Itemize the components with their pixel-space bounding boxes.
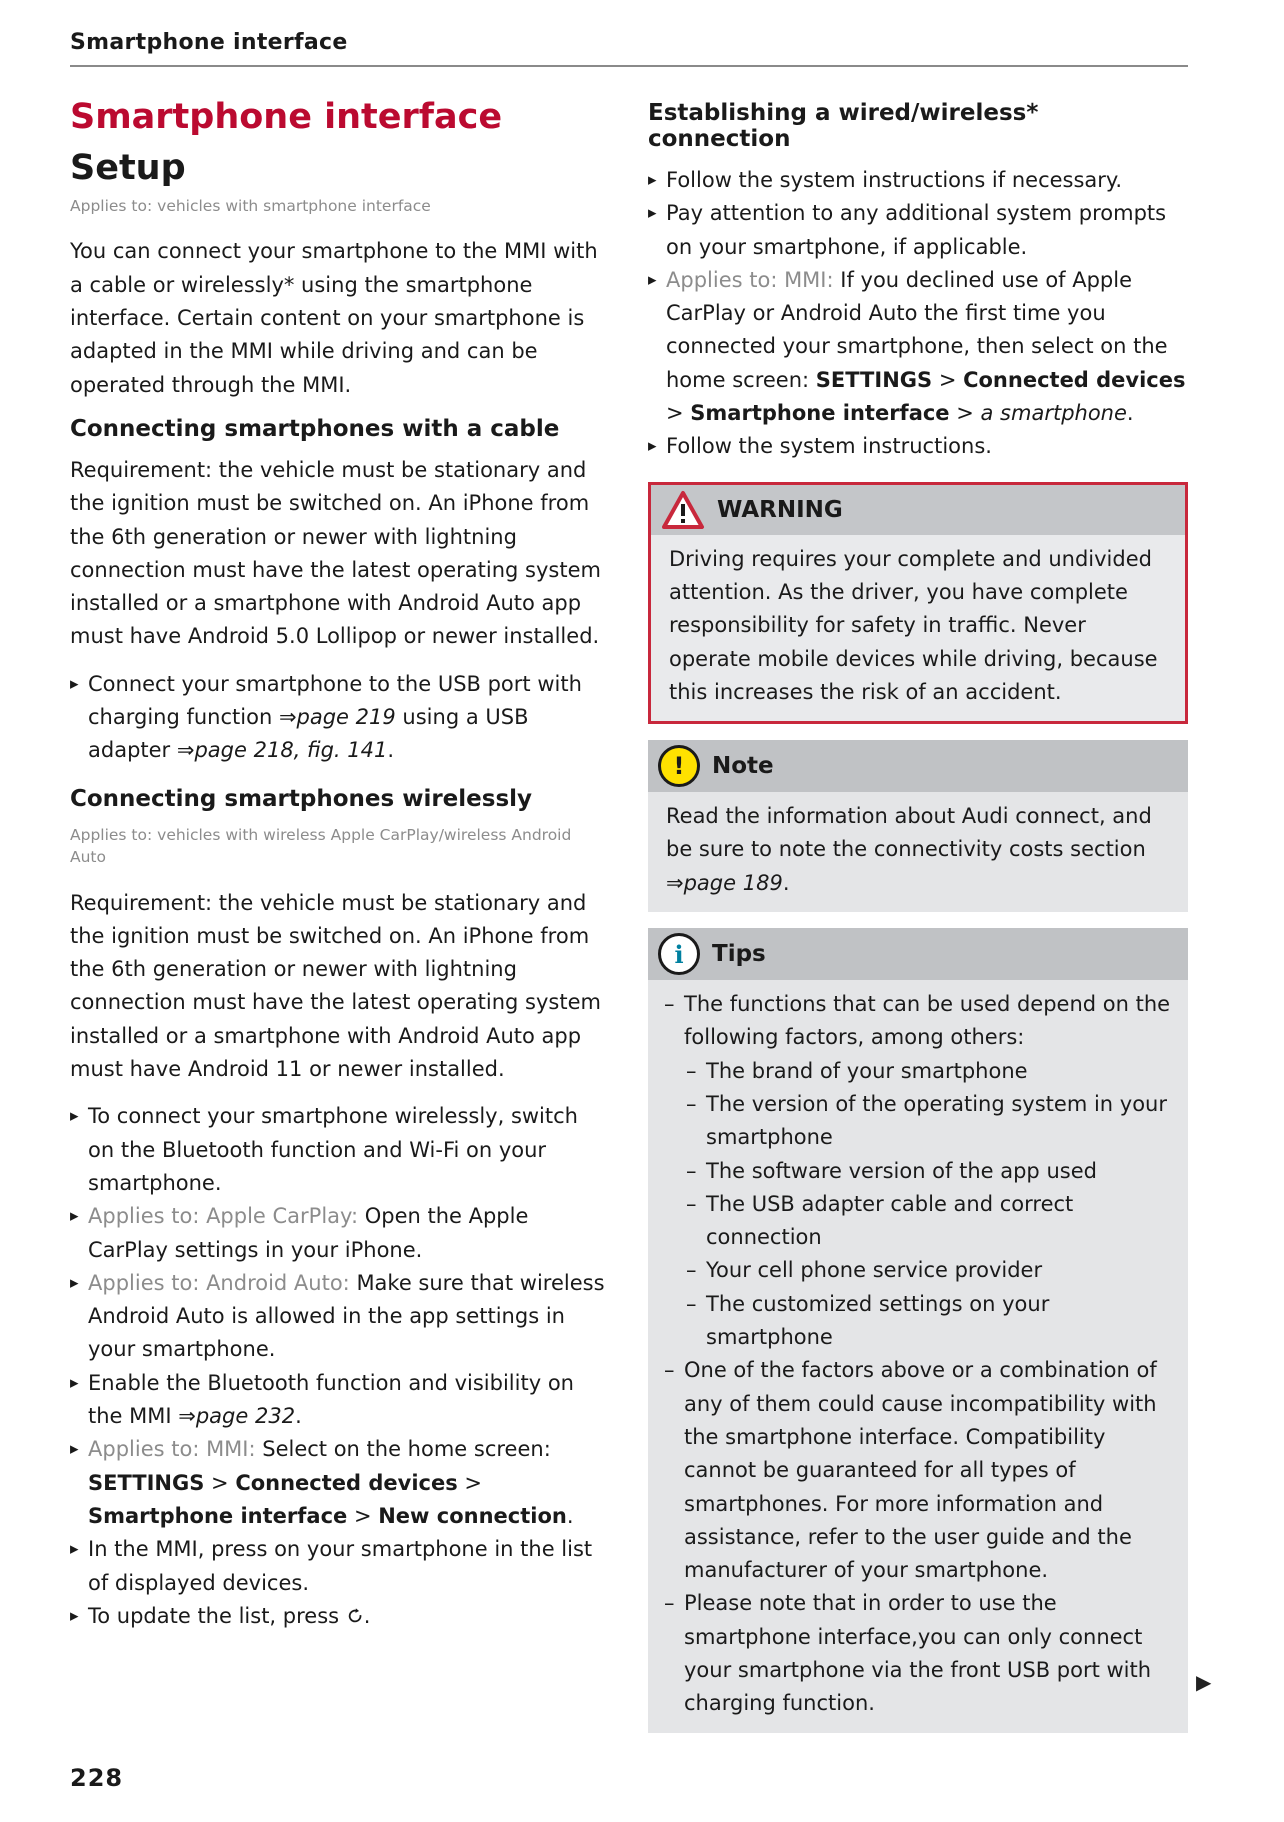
chapter-title: Smartphone interface <box>70 97 503 137</box>
wireless-step: ▸ Applies to: Apple CarPlay: Open the Apple CarPlay settings in your iPhone. <box>70 1200 608 1267</box>
section-title: Setup <box>70 147 186 188</box>
wireless-requirement: Requirement: the vehicle must be stationary and the ignition must be switched on. An iPhone from the 6th generation or newer with lightning connection must have the latest operating system installed or a smartphone with Android Auto app must have Android 11 or newer installed. <box>70 890 601 1082</box>
factor-item: – The customized settings on your smartphone <box>686 1288 1174 1355</box>
tips-body <box>648 980 1188 1733</box>
wireless-step: ▸ In the MMI, press on your smartphone in the list of displayed devices. <box>70 1533 608 1600</box>
refresh-icon <box>346 1607 364 1625</box>
wireless-step: ▸ To update the list, press . <box>70 1600 608 1633</box>
page-reference-link[interactable]: ⇒page 189 <box>666 870 783 895</box>
tips-label: Tips <box>712 941 766 968</box>
warning-box <box>648 482 1188 724</box>
intro-paragraph: You can connect your smartphone to the MMI with a cable or wirelessly* using the smartphone interface. Certain content on your smartphone is adapted in the MMI while driving and can be operated through the MMI. <box>70 239 598 397</box>
wireless-step: ▸ Applies to: Android Auto: Make sure that wireless Android Auto is allowed in the app settings in your smartphone. <box>70 1267 608 1367</box>
tips-item: – One of the factors above or a combination of any of them could cause incompatibility with the smartphone interface. Compatibility cannot be guaranteed for all types of smartphones. For more information and assistance, refer to the user guide and the manufacturer of your smartphone. <box>664 1354 1174 1587</box>
running-header: Smartphone interface <box>70 30 1188 67</box>
factor-item: – The brand of your smartphone <box>686 1055 1174 1088</box>
info-icon: i <box>658 933 700 975</box>
connection-heading: Establishing a wired/wireless* connection <box>648 100 1039 152</box>
right-column <box>648 98 1188 1749</box>
factor-item: – The USB adapter cable and correct connection <box>686 1188 1174 1255</box>
cable-requirement: Requirement: the vehicle must be stationary and the ignition must be switched on. An iPhone from the 6th generation or newer with lightning connection must have the latest operating system installed or a smartphone with Android Auto app must have Android 5.0 Lollipop or newer installed. <box>70 457 601 649</box>
wireless-step: ▸ Enable the Bluetooth function and visibility on the MMI ⇒page 232. <box>70 1367 608 1434</box>
note-exclamation-icon: ! <box>658 745 700 787</box>
factor-list <box>686 1055 1174 1355</box>
applies-to-wireless: Applies to: vehicles with wireless Apple CarPlay/wireless Android Auto <box>70 825 572 867</box>
tips-list <box>664 988 1174 1721</box>
page-reference-link[interactable]: ⇒page 218, fig. 141 <box>176 738 388 763</box>
applies-to-setup: Applies to: vehicles with smartphone interface <box>70 197 431 215</box>
tips-item: – Please note that in order to use the smartphone interface,you can only connect your smartphone via the front USB port with charging function. <box>664 1587 1174 1720</box>
page-reference-link[interactable]: ⇒page 232 <box>178 1404 296 1429</box>
cable-heading: Connecting smartphones with a cable <box>70 415 560 442</box>
connection-step: ▸ Follow the system instructions. <box>648 430 1188 463</box>
continue-arrow-icon: ▶ <box>1196 1670 1212 1694</box>
factor-item: – The version of the operating system in your smartphone <box>686 1088 1174 1155</box>
factor-item: – Your cell phone service provider <box>686 1254 1174 1287</box>
wireless-step: ▸ Applies to: MMI: Select on the home screen: SETTINGS > Connected devices > Smartphone interface > New connection. <box>70 1433 608 1533</box>
warning-header <box>651 485 1185 535</box>
page-reference-link[interactable]: ⇒page 219 <box>278 705 396 730</box>
page-number: 228 <box>70 1764 124 1792</box>
wireless-steps <box>70 1100 608 1633</box>
connection-steps <box>648 164 1188 464</box>
warning-triangle-icon <box>661 490 705 530</box>
factor-item: – The software version of the app used <box>686 1155 1174 1188</box>
left-column <box>70 98 608 1651</box>
warning-text: Driving requires your complete and undivided attention. As the driver, you have complete responsibility for safety in traffic. Never operate mobile devices while driving, because this increases the risk of an accident. <box>669 546 1158 704</box>
warning-label: WARNING <box>717 496 843 523</box>
note-label: Note <box>712 753 774 780</box>
wireless-heading: Connecting smartphones wirelessly <box>70 785 533 812</box>
note-text: Read the information about Audi connect, and be sure to note the connectivity costs section ⇒page 189. <box>666 804 1152 895</box>
connection-step: ▸ Follow the system instructions if necessary. <box>648 164 1188 197</box>
note-header <box>648 740 1188 792</box>
cable-steps <box>70 668 608 768</box>
tips-header <box>648 928 1188 980</box>
cable-step: ▸ Connect your smartphone to the USB port with charging function ⇒page 219 using a USB adapter ⇒page 218, fig. 141. <box>70 668 608 768</box>
connection-step: ▸ Applies to: MMI: If you declined use of Apple CarPlay or Android Auto the first time you connected your smartphone, then select on the home screen: SETTINGS > Connected devices > Smartphone interface > a smartphone. <box>648 264 1188 430</box>
wireless-step: ▸ To connect your smartphone wirelessly, switch on the Bluetooth function and Wi-Fi on your smartphone. <box>70 1100 608 1200</box>
connection-step: ▸ Pay attention to any additional system prompts on your smartphone, if applicable. <box>648 197 1188 264</box>
tips-item: – The functions that can be used depend on the following factors, among others: – The brand of your smartphone – The version of the operating system in your smartphone – The software version of the app used – The USB adapter cable and correct connection – Your cell phone service provider – The customized settings on your smartphone <box>664 988 1174 1354</box>
tips-box <box>648 928 1188 1733</box>
note-box <box>648 740 1188 912</box>
